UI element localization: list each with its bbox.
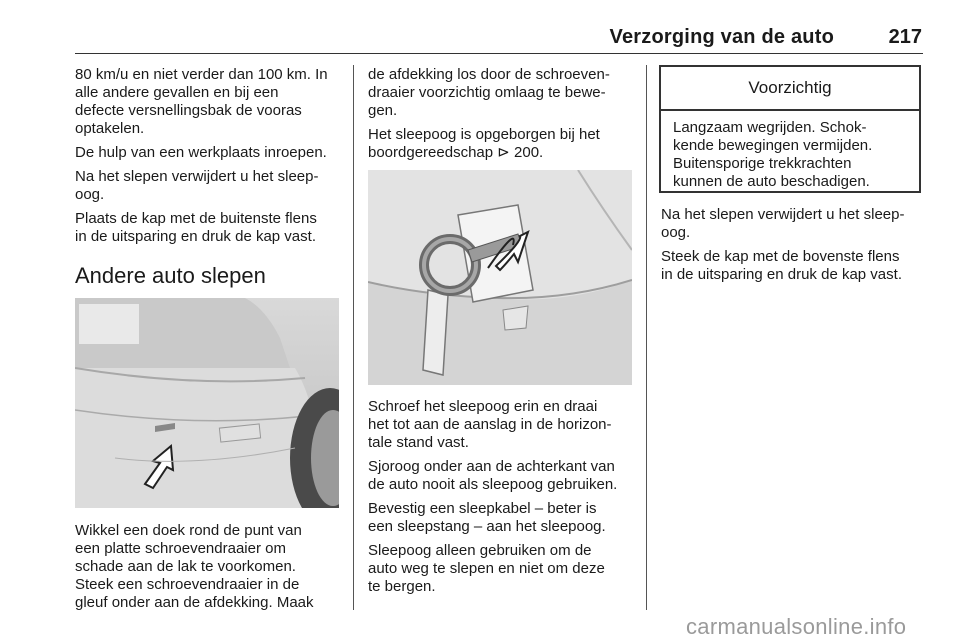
column-1-after-figure (75, 522, 314, 618)
header-rule (75, 53, 923, 54)
text-line: Buitensporige trekkrachten (673, 155, 852, 172)
text-line: een platte schroevendraaier om (75, 540, 286, 557)
column-divider-right (646, 65, 647, 610)
paragraph (75, 144, 328, 162)
watermark: carmanualsonline.info (686, 614, 907, 639)
text-line: boordgereedschap (368, 144, 498, 161)
towing-eye-drawing (368, 170, 632, 385)
text-line: in de uitsparing en druk de kap vast. (75, 228, 316, 245)
paragraph (661, 206, 904, 242)
text-line: Steek een schroevendraaier in de (75, 576, 300, 593)
text-line: oog. (661, 224, 691, 241)
text-line: kende bewegingen vermijden. (673, 137, 873, 154)
text-line: de auto nooit als sleepoog gebruiken. (368, 476, 618, 493)
towing-eye-illustration (368, 170, 632, 385)
text-line: auto weg te slepen en niet om deze (368, 560, 605, 577)
paragraph (368, 66, 610, 120)
column-3-text (661, 206, 904, 290)
text-line: Sleepoog alleen gebruiken om de (368, 542, 592, 559)
caution-body (661, 111, 919, 191)
caution-box (659, 65, 921, 193)
text-line: draaier voorzichtig omlaag te bewe- (368, 84, 606, 101)
text-line: optakelen. (75, 120, 145, 137)
paragraph (75, 66, 328, 138)
paragraph (75, 522, 314, 612)
text-line: het tot aan de aanslag in de horizon- (368, 416, 612, 433)
text-line: alle andere gevallen en bij een (75, 84, 279, 101)
header-title: Verzorging van de auto (609, 26, 834, 48)
paragraph (368, 500, 617, 536)
paragraph (368, 398, 617, 452)
paragraph (661, 248, 904, 284)
text-line: een sleepstang – aan het sleepoog. (368, 518, 606, 535)
text-line: tale stand vast. (368, 434, 469, 451)
text-line: Schroef het sleepoog erin en draai (368, 398, 598, 415)
paragraph (75, 210, 328, 246)
paragraph (368, 458, 617, 494)
rear-bumper-drawing (75, 298, 339, 508)
text-line: in de uitsparing en druk de kap vast. (661, 266, 902, 283)
text-line: Sjoroog onder aan de achterkant van (368, 458, 615, 475)
rear-bumper-illustration (75, 298, 339, 508)
text-line: Plaats de kap met de buitenste flens (75, 210, 317, 227)
text-line: gen. (368, 102, 398, 119)
column-2-text (368, 66, 610, 168)
text-line: Het sleepoog is opgeborgen bij het (368, 126, 600, 143)
text-line: Na het slepen verwijdert u het sleep- (75, 168, 319, 185)
column-2-after-figure (368, 398, 617, 602)
column-divider-left (353, 65, 354, 610)
text-line: Na het slepen verwijdert u het sleep- (661, 206, 905, 223)
paragraph (368, 542, 617, 596)
text-line: 80 km/u en niet verder dan 100 km. In (75, 66, 328, 83)
page-number: 217 (888, 26, 922, 48)
page-reference: 200. (514, 144, 544, 161)
paragraph (368, 126, 610, 162)
paragraph (75, 168, 328, 204)
text-line: Langzaam wegrijden. Schok- (673, 119, 867, 136)
text-line: kunnen de auto beschadigen. (673, 173, 870, 190)
text-line: gleuf onder aan de afdekking. Maak (75, 594, 314, 611)
text-line: Bevestig een sleepkabel – beter is (368, 500, 597, 517)
text-line: de afdekking los door de schroeven- (368, 66, 610, 83)
text-line: Steek de kap met de bovenste flens (661, 248, 900, 265)
column-1-text (75, 66, 328, 252)
text-line: De hulp van een werkplaats inroepen. (75, 144, 327, 161)
text-line: Wikkel een doek rond de punt van (75, 522, 302, 539)
section-heading: Andere auto slepen (75, 263, 266, 288)
text-line: defecte versnellingsbak de vooras (75, 102, 302, 119)
text-line: schade aan de lak te voorkomen. (75, 558, 296, 575)
text-line: te bergen. (368, 578, 436, 595)
caution-title: Voorzichtig (661, 67, 919, 111)
page-reference-arrow-icon: ⊳ (497, 144, 510, 161)
text-line: oog. (75, 186, 105, 203)
